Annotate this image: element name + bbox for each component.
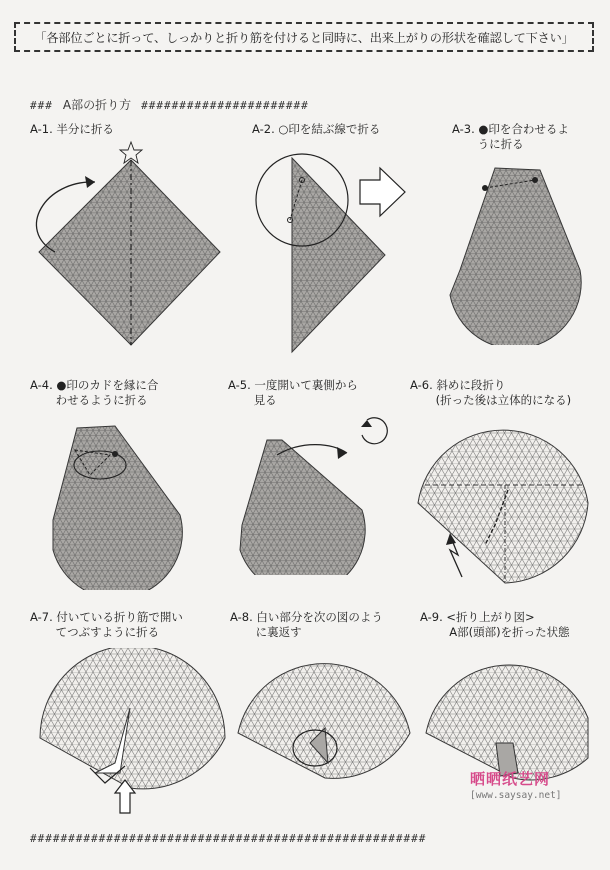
instruction-text: 「各部位ごとに折って、しっかりと折り筋を付けると同時に、出来上がりの形状を確認して下さい」 — [34, 30, 574, 45]
footer-rule: #################################################### — [30, 832, 427, 845]
step-a5-figure — [232, 415, 402, 575]
arrow-right-icon — [360, 168, 405, 216]
step-a8-figure — [230, 648, 420, 788]
step-a3-figure — [440, 160, 590, 345]
step-a5-label: A-5. 一度開いて裏側から 見る — [228, 378, 358, 407]
step-a3-label: A-3. ●印を合わせるよ うに折る — [452, 122, 569, 151]
step-a1-figure — [25, 140, 230, 365]
instruction-banner — [14, 22, 594, 52]
step-a7-figure — [30, 648, 230, 818]
section-suffix: ###################### — [141, 99, 309, 112]
step-a9-figure — [418, 648, 593, 788]
section-prefix: ### — [30, 99, 53, 112]
section-heading — [30, 96, 590, 113]
step-a7-label: A-7. 付いている折り筋で開い てつぶすように折る — [30, 610, 183, 639]
step-a1-label: A-1. 半分に折る — [30, 122, 114, 136]
watermark-url: [www.saysay.net] — [470, 790, 562, 801]
step-a4-figure — [45, 420, 195, 590]
step-a4-label: A-4. ●印のカドを縁に合 わせるように折る — [30, 378, 159, 407]
step-a2-figure — [250, 140, 410, 355]
step-a6-label: A-6. 斜めに段折り (折った後は立体的になる) — [410, 378, 572, 407]
step-a8-label: A-8. 白い部分を次の図のよう に裏返す — [230, 610, 383, 639]
section-title: A部の折り方 — [62, 98, 132, 112]
watermark-brand: 晒晒纸艺网 — [470, 770, 551, 788]
step-a2-label: A-2. ○印を結ぶ線で折る — [252, 122, 381, 136]
step-a6-figure — [410, 415, 595, 585]
step-a9-label: A-9. <折り上がり図> A部(頭部)を折った状態 — [420, 610, 570, 639]
